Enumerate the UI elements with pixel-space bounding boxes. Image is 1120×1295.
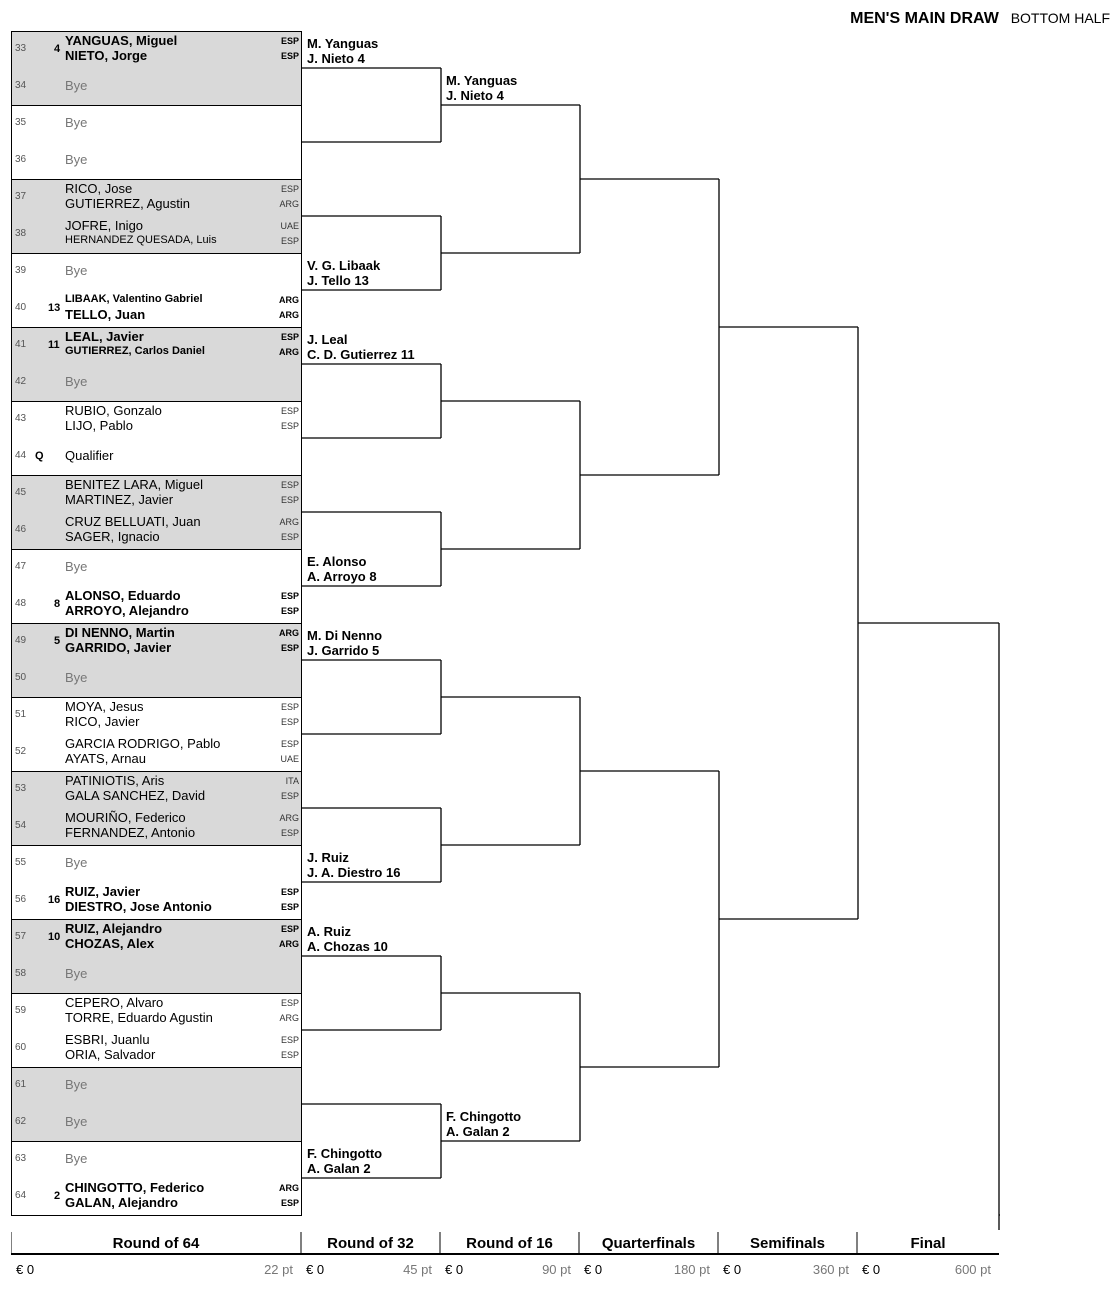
player-name: CHOZAS, Alex	[65, 936, 155, 951]
player-name: RUBIO, Gonzalo	[65, 403, 162, 418]
player-name: GUTIERREZ, Agustin	[65, 196, 190, 211]
bye-label: Bye	[65, 1151, 88, 1166]
winner-player-2: A. Chozas 10	[307, 939, 388, 954]
bye-label: Bye	[65, 966, 88, 981]
country-code: ESP	[280, 236, 299, 246]
bye-label: Bye	[65, 115, 88, 130]
bye-label: Bye	[65, 1114, 88, 1129]
slot-number: 55	[15, 857, 27, 868]
winner-player-1: A. Ruiz	[307, 924, 352, 939]
country-code: UAE	[280, 754, 299, 764]
round-cell	[857, 1232, 999, 1287]
player-name: LIBAAK, Valentino Gabriel	[65, 293, 203, 305]
country-code: ESP	[280, 791, 299, 801]
draw-slot	[11, 1178, 302, 1214]
draw-slot	[11, 438, 302, 474]
draw-slot	[11, 586, 302, 622]
country-code: ARG	[279, 1013, 299, 1023]
draw-slot	[11, 253, 302, 289]
draw-slot	[11, 142, 302, 178]
country-code: ESP	[280, 924, 299, 934]
prize-money: € 0	[584, 1262, 603, 1277]
country-code: ESP	[280, 702, 299, 712]
country-code: ARG	[279, 199, 299, 209]
winner-label	[307, 924, 388, 954]
round-name: Final	[910, 1235, 946, 1252]
slot-number: 58	[15, 968, 27, 979]
prize-money: € 0	[862, 1262, 881, 1277]
country-code: ESP	[280, 643, 299, 653]
player-name: TELLO, Juan	[65, 307, 146, 322]
draw-title: MEN'S MAIN DRAW	[850, 10, 999, 27]
winner-label	[446, 73, 517, 103]
winner-label	[307, 850, 400, 880]
draw-slot	[11, 290, 302, 326]
slot-number: 52	[15, 746, 27, 757]
winner-player-1: V. G. Libaak	[307, 258, 381, 273]
round-points: 90 pt	[542, 1262, 571, 1277]
country-code: ESP	[280, 332, 299, 342]
player-name: MOYA, Jesus	[65, 699, 144, 714]
country-code: ARG	[279, 310, 299, 320]
country-code: ARG	[279, 295, 299, 305]
winner-player-2: J. Tello 13	[307, 273, 369, 288]
slot-number: 33	[15, 43, 27, 54]
seed-number: 11	[48, 339, 60, 351]
slot-number: 50	[15, 672, 27, 683]
round-cell	[579, 1232, 718, 1287]
slot-number: 41	[15, 339, 27, 350]
player-name: GALAN, Alejandro	[65, 1195, 178, 1210]
country-code: ESP	[280, 184, 299, 194]
player-name: LIJO, Pablo	[65, 418, 133, 433]
draw-slot	[11, 31, 302, 67]
country-code: ESP	[280, 1198, 299, 1208]
country-code: UAE	[280, 221, 299, 231]
player-name: RUIZ, Alejandro	[65, 921, 163, 936]
seed-number: 16	[48, 894, 61, 906]
slot-number: 51	[15, 709, 27, 720]
country-code: ESP	[280, 495, 299, 505]
country-code: ESP	[280, 480, 299, 490]
country-code: ESP	[280, 406, 299, 416]
country-code: ESP	[280, 1035, 299, 1045]
draw-slot	[11, 475, 302, 511]
winner-label	[307, 36, 378, 66]
round-cell	[440, 1232, 579, 1287]
player-name: CEPERO, Alvaro	[65, 995, 164, 1010]
slot-number: 38	[15, 228, 27, 239]
country-code: ESP	[280, 828, 299, 838]
player-name: MOURIÑO, Federico	[65, 810, 186, 825]
slot-number: 64	[15, 1190, 27, 1201]
country-code: ESP	[280, 532, 299, 542]
country-code: ARG	[279, 1183, 299, 1193]
slot-number: 46	[15, 524, 27, 535]
round-cell	[301, 1232, 440, 1287]
slot-number: 60	[15, 1042, 27, 1053]
slot-number: 35	[15, 117, 27, 128]
bye-label: Bye	[65, 263, 88, 278]
winner-player-2: J. Nieto 4	[446, 88, 504, 103]
country-code: ITA	[285, 776, 299, 786]
player-name: MARTINEZ, Javier	[65, 492, 174, 507]
draw-slot	[11, 179, 302, 215]
qualifier-label: Qualifier	[65, 448, 114, 463]
slot-number: 39	[15, 265, 27, 276]
prize-money: € 0	[16, 1262, 35, 1277]
round-cell	[718, 1232, 857, 1287]
country-code: ARG	[279, 939, 299, 949]
slot-number: 43	[15, 413, 27, 424]
draw-slot	[11, 882, 302, 918]
seed-number: 10	[48, 931, 61, 943]
bye-label: Bye	[65, 670, 88, 685]
round-name: Round of 32	[327, 1235, 414, 1252]
player-name: FERNANDEZ, Antonio	[65, 825, 196, 840]
slot-number: 37	[15, 191, 27, 202]
player-name: ARROYO, Alejandro	[65, 603, 189, 618]
slot-number: 36	[15, 154, 27, 165]
draw-slot	[11, 734, 302, 770]
country-code: ESP	[280, 36, 299, 46]
player-name: CHINGOTTO, Federico	[65, 1180, 205, 1195]
player-name: GARRIDO, Javier	[65, 640, 172, 655]
player-name: GARCIA RODRIGO, Pablo	[65, 736, 221, 751]
draw-slot	[11, 364, 302, 400]
winner-player-1: F. Chingotto	[446, 1109, 522, 1124]
draw-slot	[11, 956, 302, 992]
country-code: ESP	[280, 51, 299, 61]
player-name: BENITEZ LARA, Miguel	[65, 477, 203, 492]
seed-number: 5	[54, 635, 61, 647]
player-name: RUIZ, Javier	[65, 884, 141, 899]
bye-label: Bye	[65, 152, 88, 167]
round-points: 600 pt	[954, 1262, 991, 1277]
draw-slot	[11, 327, 302, 363]
country-code: ARG	[279, 628, 299, 638]
round-points: 45 pt	[403, 1262, 432, 1277]
player-name: LEAL, Javier	[65, 329, 144, 344]
seed-number: 13	[48, 302, 61, 314]
player-name: CRUZ BELLUATI, Juan	[65, 514, 201, 529]
draw-slot	[11, 401, 302, 437]
draw-slot	[11, 771, 302, 807]
winner-player-2: A. Galan 2	[446, 1124, 510, 1139]
winner-label	[307, 1146, 382, 1176]
player-name: AYATS, Arnau	[65, 751, 146, 766]
player-name: DIESTRO, Jose Antonio	[65, 899, 212, 914]
player-name: RICO, Javier	[65, 714, 140, 729]
player-name: ORIA, Salvador	[65, 1047, 156, 1062]
player-name: JOFRE, Inigo	[65, 218, 144, 233]
player-name: PATINIOTIS, Aris	[65, 773, 165, 788]
winner-player-2: C. D. Gutierrez 11	[307, 347, 415, 362]
player-name: YANGUAS, Miguel	[65, 33, 178, 48]
winner-player-2: J. Garrido 5	[307, 643, 380, 658]
draw-slot	[11, 1141, 302, 1177]
winner-label	[446, 1109, 521, 1139]
seed-number: 2	[54, 1190, 61, 1202]
country-code: ESP	[280, 902, 299, 912]
winner-label	[307, 554, 377, 584]
slot-number: 44	[15, 450, 27, 461]
draw-slot	[11, 1067, 302, 1103]
draw-slot	[11, 845, 302, 881]
draw-slot	[11, 105, 302, 141]
draw-slot	[11, 512, 302, 548]
winner-player-1: E. Alonso	[307, 554, 367, 569]
winner-label	[307, 628, 382, 658]
draw-slot	[11, 623, 302, 659]
country-code: ESP	[280, 887, 299, 897]
player-name: RICO, Jose	[65, 181, 133, 196]
player-name: GALA SANCHEZ, David	[65, 788, 206, 803]
winner-player-2: J. Nieto 4	[307, 51, 365, 66]
draw-slot	[11, 993, 302, 1029]
draw-slot	[11, 697, 302, 733]
slot-number: 61	[15, 1079, 27, 1090]
winner-player-1: M. Yanguas	[446, 73, 518, 88]
slot-number: 49	[15, 635, 27, 646]
round-name: Semifinals	[749, 1235, 826, 1252]
draw-slot	[11, 1030, 302, 1066]
round-points: 360 pt	[812, 1262, 849, 1277]
slot-number: 34	[15, 80, 27, 91]
country-code: ESP	[280, 1050, 299, 1060]
prize-money: € 0	[306, 1262, 325, 1277]
draw-slot	[11, 549, 302, 585]
round-name: Round of 64	[112, 1235, 200, 1252]
player-name: HERNANDEZ QUESADA, Luis	[65, 234, 217, 246]
player-name: GUTIERREZ, Carlos Daniel	[65, 345, 205, 357]
player-name: NIETO, Jorge	[65, 48, 148, 63]
slot-number: 59	[15, 1005, 27, 1016]
player-name: SAGER, Ignacio	[65, 529, 160, 544]
seed-number: 4	[54, 43, 61, 55]
bye-label: Bye	[65, 1077, 88, 1092]
country-code: ARG	[279, 813, 299, 823]
winner-player-1: F. Chingotto	[307, 1146, 383, 1161]
country-code: ESP	[280, 591, 299, 601]
slot-number: 62	[15, 1116, 27, 1127]
player-name: ESBRI, Juanlu	[65, 1032, 150, 1047]
winner-player-1: M. Di Nenno	[307, 628, 383, 643]
draw-slot	[11, 216, 302, 252]
country-code: ESP	[280, 421, 299, 431]
player-name: ALONSO, Eduardo	[65, 588, 181, 603]
winner-player-2: J. A. Diestro 16	[307, 865, 401, 880]
prize-money: € 0	[723, 1262, 742, 1277]
draw-slot	[11, 68, 302, 104]
slot-number: 56	[15, 894, 27, 905]
slot-number: 63	[15, 1153, 27, 1164]
player-name: TORRE, Eduardo Agustin	[65, 1010, 213, 1025]
country-code: ESP	[280, 717, 299, 727]
draw-slot	[11, 919, 302, 955]
draw-slot	[11, 808, 302, 844]
winner-label	[307, 258, 380, 288]
slot-number: 47	[15, 561, 27, 572]
bye-label: Bye	[65, 78, 88, 93]
winner-label	[307, 332, 415, 362]
slot-number: 40	[15, 302, 27, 313]
slot-number: 57	[15, 931, 27, 942]
winner-player-2: A. Arroyo 8	[307, 569, 377, 584]
country-code: ESP	[280, 998, 299, 1008]
draw-half: BOTTOM HALF	[1010, 10, 1110, 26]
round-name: Round of 16	[466, 1235, 553, 1252]
draw-slot	[11, 1104, 302, 1140]
bye-label: Bye	[65, 855, 88, 870]
round-points: 22 pt	[264, 1262, 293, 1277]
bye-label: Bye	[65, 374, 88, 389]
round-points: 180 pt	[673, 1262, 710, 1277]
country-code: ESP	[280, 606, 299, 616]
country-code: ESP	[280, 739, 299, 749]
bye-label: Bye	[65, 559, 88, 574]
round-name: Quarterfinals	[601, 1235, 696, 1252]
slot-number: 54	[15, 820, 27, 831]
seed-number: 8	[54, 598, 61, 610]
player-name: DI NENNO, Martin	[65, 625, 175, 640]
slot-number: 53	[15, 783, 27, 794]
round-cell	[11, 1232, 301, 1287]
qualifier-marker: Q	[35, 450, 44, 462]
slot-number: 48	[15, 598, 27, 609]
country-code: ARG	[279, 517, 299, 527]
slot-number: 45	[15, 487, 27, 498]
winner-player-1: J. Ruiz	[307, 850, 349, 865]
draw-slot	[11, 660, 302, 696]
winner-player-1: M. Yanguas	[307, 36, 379, 51]
winner-player-2: A. Galan 2	[307, 1161, 371, 1176]
winner-player-1: J. Leal	[307, 332, 348, 347]
country-code: ARG	[279, 347, 299, 357]
slot-number: 42	[15, 376, 27, 387]
prize-money: € 0	[445, 1262, 464, 1277]
